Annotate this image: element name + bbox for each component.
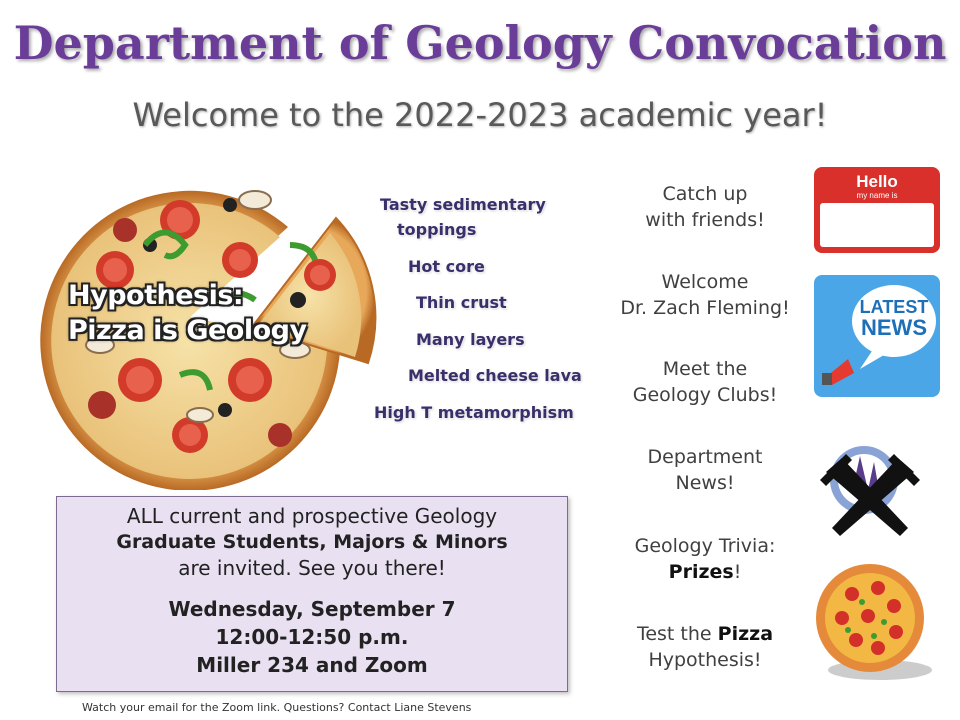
activity-line: Welcome	[661, 271, 749, 293]
activity-catch-up	[590, 181, 820, 233]
activity-welcome	[590, 269, 820, 321]
activity-line: Meet the	[662, 358, 748, 380]
activity-line: News!	[675, 472, 735, 494]
news-line-2: NEWS	[861, 315, 927, 340]
event-date: Wednesday, September 7	[168, 597, 456, 621]
invite-line-1: ALL current and prospective Geology	[126, 504, 498, 528]
geology-hammers-icon	[812, 418, 944, 538]
activity-line: Catch up	[662, 183, 748, 205]
name-tag-sub: my name is	[856, 191, 898, 200]
label-many-layers: Many layers	[416, 330, 525, 349]
pizza-icon	[812, 560, 944, 690]
invitation-box	[56, 496, 568, 692]
invite-line-2: Graduate Students, Majors & Minors	[116, 531, 508, 553]
label-toppings: toppings	[397, 220, 477, 239]
activity-bold: Pizza	[717, 623, 774, 645]
activity-line: Geology Trivia:	[634, 535, 776, 557]
event-time: 12:00-12:50 p.m.	[215, 625, 409, 649]
news-line-1: LATEST	[859, 297, 929, 317]
hypothesis-line-1: Hypothesis:	[68, 280, 244, 311]
name-tag-hello: Hello	[856, 172, 898, 191]
label-melted-cheese-lava: Melted cheese lava	[408, 366, 582, 385]
label-hot-core: Hot core	[408, 257, 485, 276]
activity-text: !	[733, 561, 742, 583]
activity-line: Department	[647, 446, 763, 468]
label-tasty-sedimentary: Tasty sedimentary	[380, 195, 546, 214]
label-thin-crust: Thin crust	[416, 293, 507, 312]
activity-line: with friends!	[645, 209, 765, 231]
hypothesis-text	[68, 278, 328, 348]
latest-news-icon	[812, 273, 944, 403]
activity-line: Geology Clubs!	[632, 384, 778, 406]
activity-trivia	[590, 533, 820, 585]
activity-pizza-test	[590, 621, 820, 673]
activity-clubs	[590, 356, 820, 408]
footer-note: Watch your email for the Zoom link. Questions? Contact Liane Stevens	[82, 701, 472, 714]
hypothesis-line-2: Pizza is Geology	[68, 315, 307, 346]
page-title: Department of Geology Convocation	[13, 16, 947, 70]
invite-line-3: are invited. See you there!	[178, 556, 446, 580]
activity-line	[590, 559, 820, 585]
activity-line: Dr. Zach Fleming!	[620, 297, 790, 319]
activity-news	[590, 444, 820, 496]
activity-line	[590, 621, 820, 647]
label-high-t-metamorphism: High T metamorphism	[374, 403, 574, 422]
page-subtitle: Welcome to the 2022-2023 academic year!	[132, 96, 828, 134]
activity-bold: Prizes	[668, 561, 734, 583]
activity-line: Hypothesis!	[648, 649, 762, 671]
name-tag-icon	[812, 165, 944, 257]
event-location: Miller 234 and Zoom	[196, 653, 428, 677]
activity-text: Test the	[636, 623, 718, 645]
